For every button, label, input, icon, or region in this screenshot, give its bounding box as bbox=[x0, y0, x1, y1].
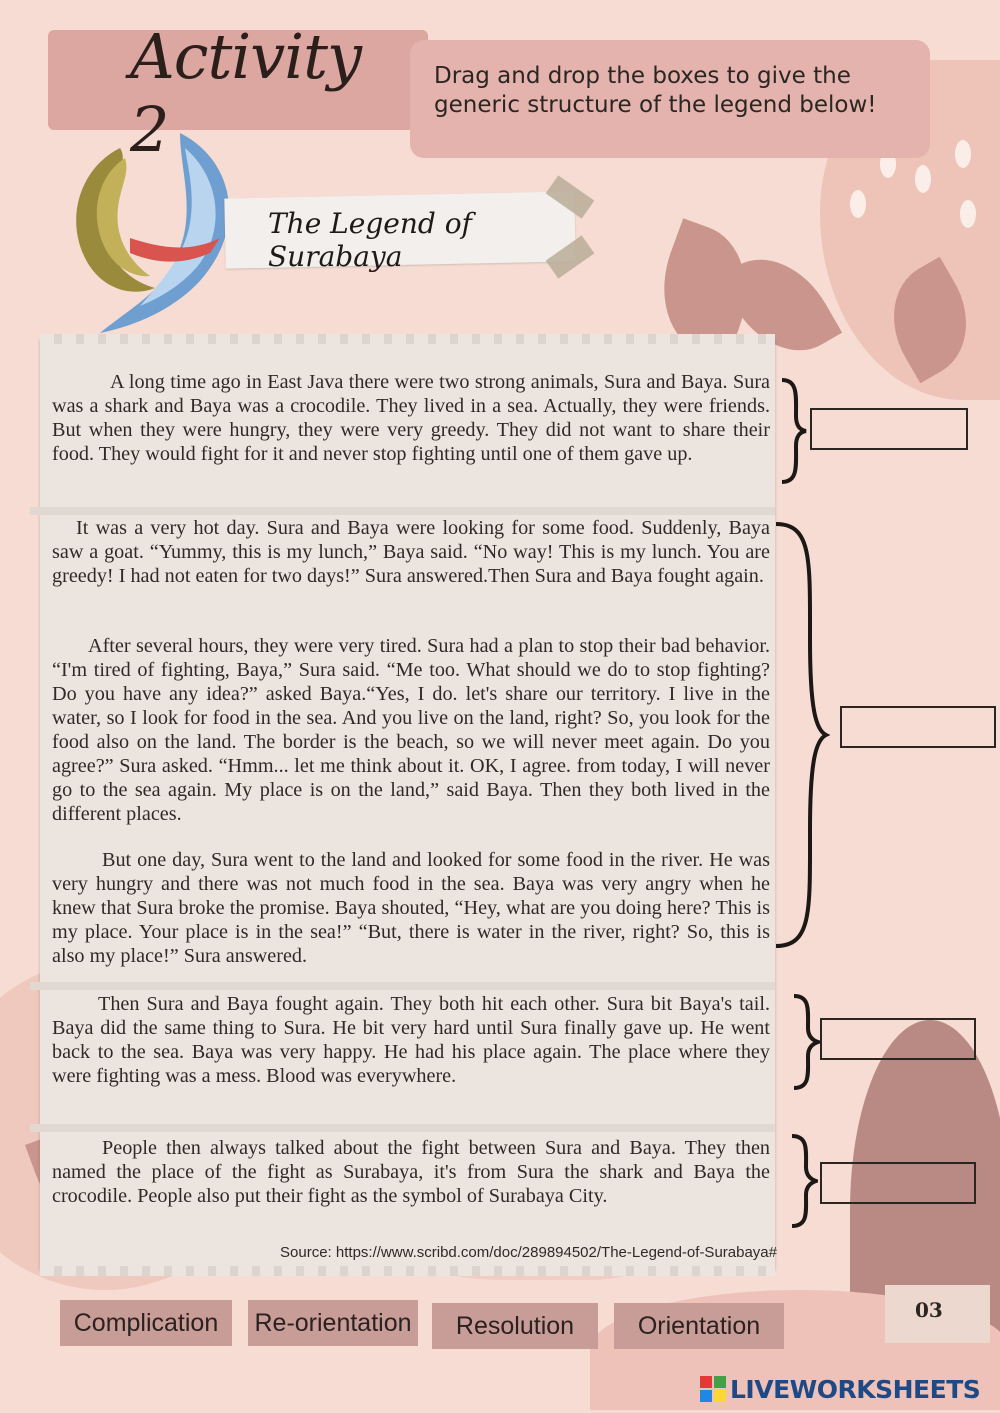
drag-label-orientation[interactable]: Orientation bbox=[614, 1303, 784, 1349]
shark-crocodile-illustration bbox=[60, 128, 250, 338]
dot-decoration bbox=[955, 140, 971, 168]
source-citation: Source: https://www.scribd.com/doc/289894502/The-Legend-of-Surabaya# bbox=[280, 1244, 777, 1261]
curly-brace-icon bbox=[790, 992, 820, 1092]
paragraph-complication-1: It was a very hot day. Sura and Baya were looking for some food. Suddenly, Baya saw a goat. “Yummy, this is my lunch,” Baya said. “No way! This is my lunch. You are greedy! I had not eaten for two days!” Sura answered.Then Sura and Baya fought again. bbox=[52, 517, 770, 587]
instruction-text: Drag and drop the boxes to give the generic structure of the legend below! bbox=[434, 63, 877, 118]
drop-box-1[interactable] bbox=[810, 408, 968, 450]
liveworksheets-logo-icon bbox=[700, 1376, 726, 1402]
paragraph-complication-2: After several hours, they were very tired. Sura had a plan to stop their bad behavior. “I'm tired of fighting, Baya,” Sura said. “Me too. What should we do to stop fighting? Do you have any idea?” asked Baya.“Yes, I do. let's share our territory. I live in the water, so I look for food in the sea. And you live on the land, right? So, you look for the food also on the land. The border is the beach, so we will never meet again. Do you agree?” Sura asked. “Hmm... let me think about it. OK, I agree. from today, I will never go to the sea again. My place is on the land,” said Baya. Then they both lived in the different places. bbox=[52, 635, 770, 825]
drop-box-4[interactable] bbox=[820, 1162, 976, 1204]
paragraph-reorientation: People then always talked about the fight between Sura and Baya. They then named the place of the fight as Surabaya, it's from Sura the shark and Baya the crocodile. People also put their fight as the symbol of Surabaya City. bbox=[52, 1137, 770, 1207]
paragraph-orientation: A long time ago in East Java there were two strong animals, Sura and Baya. Sura was a shark and Baya was a crocodile. They lived in a sea. Actually, they were friends. But when they were hungry, they were very greedy. They did not want to share their food. They would fight for it and never stop fighting until one of them gave up. bbox=[52, 371, 770, 465]
drag-label-complication[interactable]: Complication bbox=[60, 1300, 232, 1346]
dot-decoration bbox=[960, 200, 976, 228]
drop-box-3[interactable] bbox=[820, 1018, 976, 1060]
drag-label-reorientation[interactable]: Re-orientation bbox=[248, 1300, 418, 1346]
legend-title: The Legend of Surabaya bbox=[268, 207, 472, 273]
drag-label-resolution[interactable]: Resolution bbox=[432, 1303, 598, 1349]
drop-box-2[interactable] bbox=[840, 706, 996, 748]
brand-name: LIVEWORKSHEETS bbox=[730, 1374, 981, 1404]
dot-decoration bbox=[850, 190, 866, 218]
paper-tear bbox=[30, 507, 775, 515]
paragraph-resolution: Then Sura and Baya fought again. They both hit each other. Sura bit Baya's tail. Baya did the same thing to Sura. He bit very hard until Sura finally gave up. He went back to the sea. Baya was very happy. He had his place again. The place where they were fighting was a mess. Blood was everywhere. bbox=[52, 993, 770, 1087]
paper-tear bbox=[30, 982, 775, 990]
activity-title: Activity 2 bbox=[130, 20, 362, 166]
liveworksheets-brand bbox=[700, 1372, 996, 1406]
curly-brace-icon bbox=[788, 1132, 818, 1230]
page-number: 03 bbox=[915, 1298, 943, 1322]
paragraph-complication-3: But one day, Sura went to the land and looked for some food in the river. He was very hungry and there was not much food in the sea. Baya was very angry when he knew that Sura broke the promise. Baya shouted, “Hey, what are you doing here? This is my place. Your place is in the sea!” “But, there is water in the river, right? So, this is also my place!” Sura answered. bbox=[52, 849, 770, 967]
curly-brace-icon bbox=[772, 520, 830, 950]
curly-brace-icon bbox=[778, 376, 808, 486]
paper-tear bbox=[30, 1124, 775, 1132]
dot-decoration bbox=[915, 165, 931, 193]
